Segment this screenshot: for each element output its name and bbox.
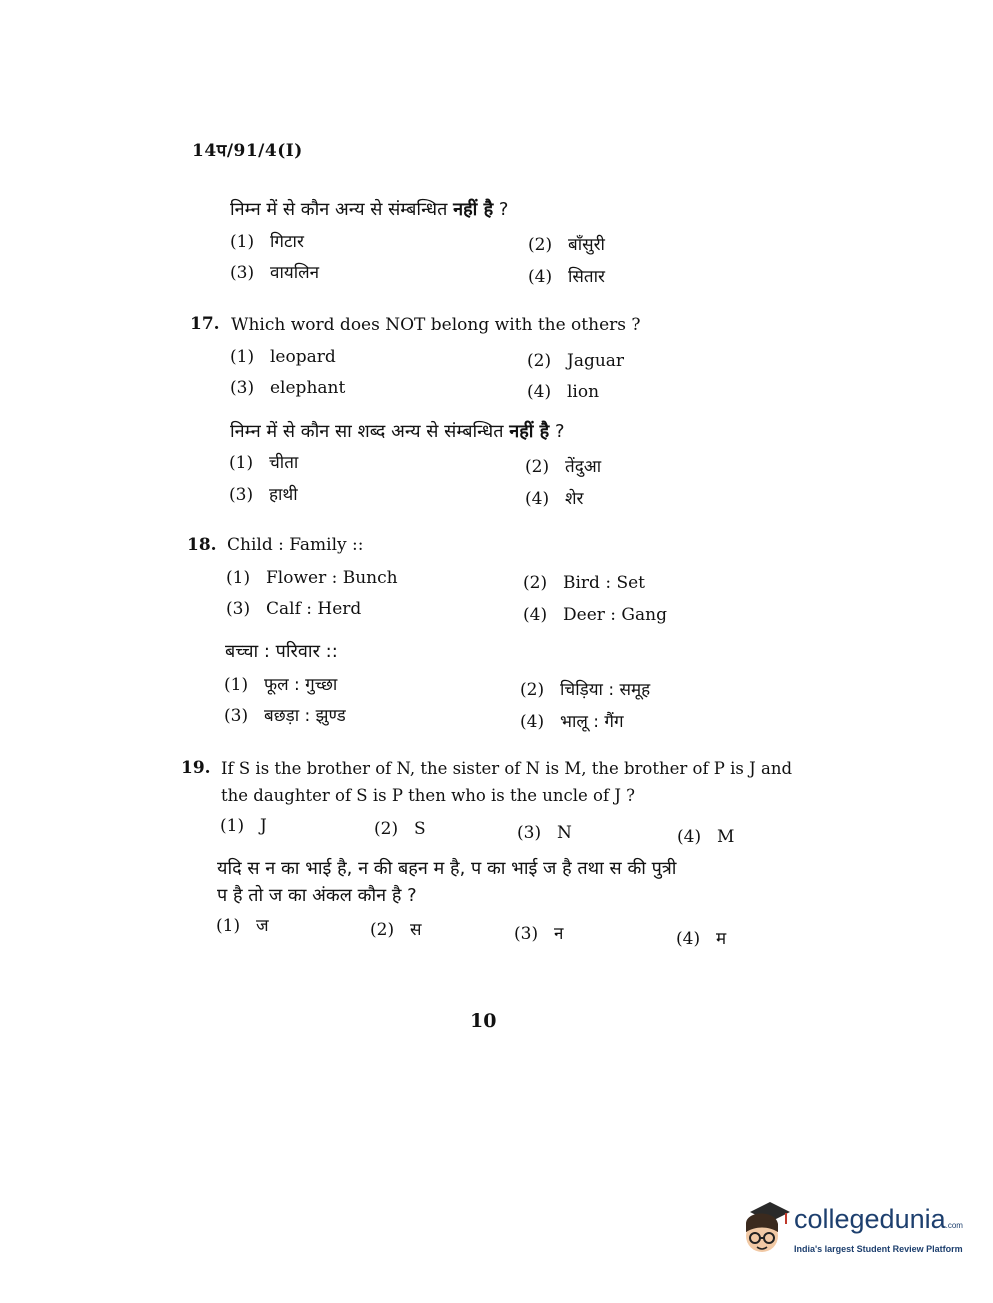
q19-hindi-option-3: (3) न: [514, 924, 564, 944]
q19-option-3: (3) N: [517, 823, 572, 843]
q19-hindi-option-4: (4) म: [676, 929, 727, 949]
q18-option-1: (1) Flower : Bunch: [226, 568, 398, 588]
q19-option-4: (4) M: [677, 827, 735, 847]
brand-name: collegedunia.com: [794, 1204, 963, 1234]
q19-question-line2: the daughter of S is P then who is the uncle of J ?: [221, 786, 636, 805]
q17-hindi-option-2: (2) तेंदुआ: [525, 457, 602, 477]
q16-hindi-option-2: (2) बाँसुरी: [528, 235, 605, 255]
q17-hindi-question: [230, 419, 565, 443]
q19-number: 19.: [181, 758, 211, 778]
q18-number: 18.: [187, 535, 217, 555]
brand-suffix: .com: [945, 1221, 963, 1230]
q17-hindi-question-text: निम्न में से कौन सा शब्द अन्य से संम्बन्धित: [230, 421, 504, 442]
q18-hindi-option-4: (4) भालू : गैंग: [520, 712, 624, 732]
q19-hindi-line1: यदि स न का भाई है, न की बहन म है, प का भाई ज है तथा स की पुत्री: [217, 858, 677, 879]
q17-option-3: (3) elephant: [230, 378, 346, 398]
q17-option-4: (4) lion: [527, 382, 600, 402]
q18-hindi-option-2: (2) चिड़िया : समूह: [520, 680, 651, 700]
q16-hindi-option-4: (4) सितार: [528, 267, 605, 287]
q17-hindi-question-mark: ?: [549, 421, 565, 442]
collegedunia-watermark: [736, 1198, 966, 1260]
q17-number: 17.: [190, 314, 220, 334]
q17-option-2: (2) Jaguar: [527, 351, 625, 371]
q17-hindi-option-1: (1) चीता: [229, 453, 299, 473]
q18-hindi-option-3: (3) बछड़ा : झुण्ड: [224, 706, 346, 726]
q19-question-line1: If S is the brother of N, the sister of N is M, the brother of P is J and: [221, 759, 793, 778]
q18-hindi-question: बच्चा : परिवार ::: [225, 641, 338, 662]
q19-hindi-option-2: (2) स: [370, 920, 422, 940]
q18-hindi-option-1: (1) फूल : गुच्छा: [224, 675, 338, 695]
q19-hindi-line2: प है तो ज का अंकल कौन है ?: [217, 885, 417, 906]
q17-question: Which word does NOT belong with the others ?: [231, 315, 641, 335]
q17-hindi-option-4: (4) शेर: [525, 489, 584, 509]
paper-code: 14प/91/4(I): [192, 141, 303, 161]
q16-hindi-question-bold: नहीं है: [453, 199, 494, 220]
q17-option-1: (1) leopard: [230, 347, 336, 367]
q19-hindi-option-1: (1) ज: [216, 916, 269, 936]
q19-option-1: (1) J: [220, 816, 267, 836]
q19-option-2: (2) S: [374, 819, 426, 839]
brand-tagline: India's largest Student Review Platform: [794, 1244, 963, 1254]
mascot-icon: [736, 1198, 792, 1260]
q16-hindi-option-1: (1) गिटार: [230, 232, 304, 252]
q16-hindi-option-3: (3) वायलिन: [230, 263, 320, 283]
q18-question: Child : Family ::: [227, 535, 364, 555]
q18-option-3: (3) Calf : Herd: [226, 599, 362, 619]
q17-hindi-option-3: (3) हाथी: [229, 485, 298, 505]
q17-hindi-question-bold: नहीं है: [509, 421, 550, 442]
q18-option-4: (4) Deer : Gang: [523, 605, 667, 625]
q16-hindi-question-text: निम्न में से कौन अन्य से संम्बन्धित: [230, 199, 448, 220]
q18-option-2: (2) Bird : Set: [523, 573, 646, 593]
q16-hindi-question-mark: ?: [493, 199, 509, 220]
page-number: 10: [470, 1010, 497, 1032]
q16-hindi-question: [230, 197, 508, 221]
